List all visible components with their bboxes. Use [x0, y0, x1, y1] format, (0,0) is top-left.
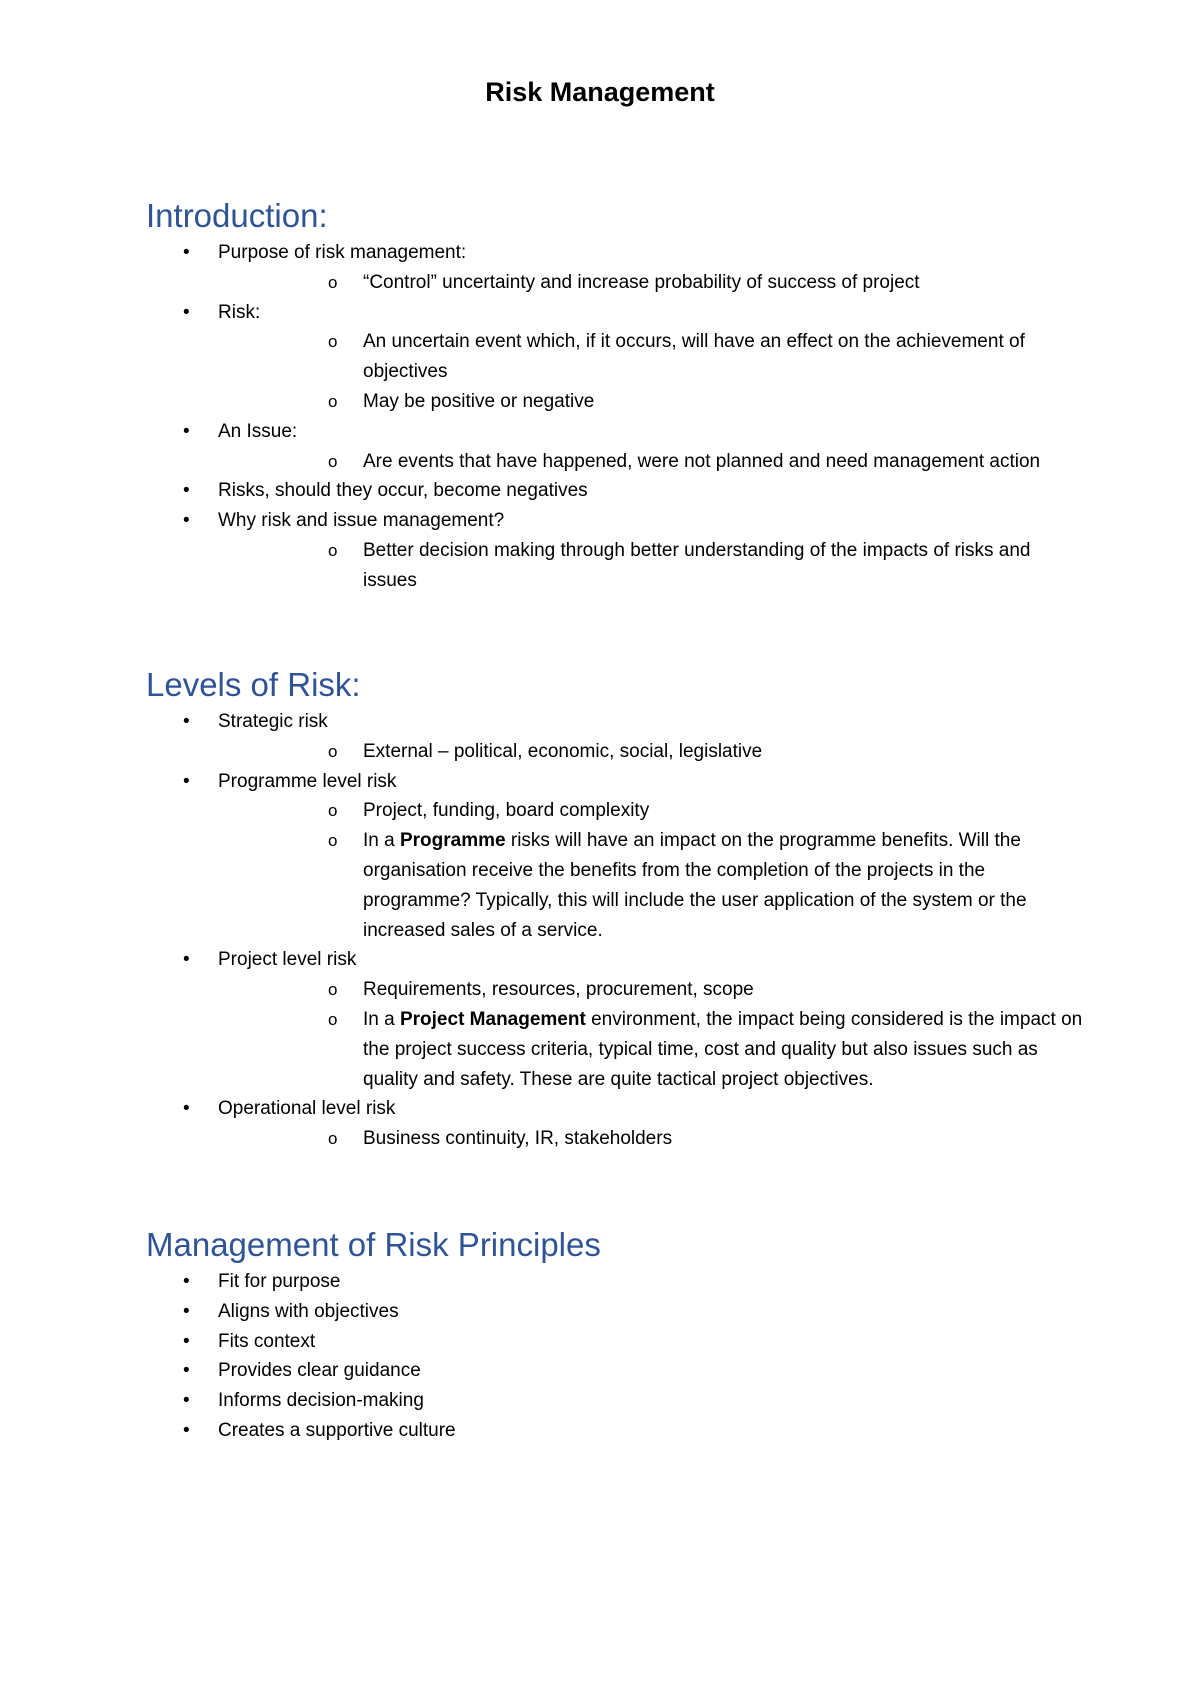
sub-list-item-text: Better decision making through better understanding of the impacts of risks and issues: [363, 539, 1031, 591]
list-item: [146, 417, 1046, 477]
document-title: Risk Management: [485, 77, 715, 107]
sub-list-item: [218, 268, 1063, 298]
section-heading: Management of Risk Principles: [146, 1226, 601, 1263]
sub-list-item-text: Requirements, resources, procurement, scope: [363, 979, 754, 1001]
bullet-icon: •: [183, 1300, 190, 1322]
sub-list-item: [218, 975, 1063, 1005]
section-heading: Levels of Risk:: [146, 666, 361, 703]
sub-list-item-text: [363, 1009, 1082, 1090]
circle-bullet-icon: o: [328, 272, 338, 292]
sub-list-item: [218, 737, 1063, 767]
list-item-text: An Issue:: [218, 420, 298, 442]
sub-list: [218, 737, 1046, 767]
circle-bullet-icon: o: [328, 741, 338, 761]
sub-list: [218, 975, 1083, 1094]
list-item: [146, 1416, 1046, 1446]
list-item-text: Provides clear guidance: [218, 1360, 421, 1382]
sub-list: [218, 1124, 1046, 1154]
bullet-icon: •: [183, 480, 190, 502]
circle-bullet-icon: o: [328, 451, 338, 471]
text-run: environment, the impact being considered is the impact on the project success criteria, typical time, cost and quality but also issues such as quality and safety. These are quite tactical project objectives.: [363, 1008, 1083, 1090]
bullet-list: [146, 1267, 1046, 1446]
bullet-icon: •: [183, 301, 190, 323]
list-item-text: Why risk and issue management?: [218, 510, 505, 532]
list-item: [146, 1094, 1046, 1154]
sub-list-item-text: Business continuity, IR, stakeholders: [363, 1128, 673, 1150]
bullet-icon: •: [183, 420, 190, 442]
list-item-text: Risks, should they occur, become negatives: [218, 480, 588, 502]
list-item: [146, 1356, 1046, 1386]
list-item-text: Strategic risk: [218, 711, 328, 732]
list-item: [146, 1297, 1046, 1327]
list-item: [146, 506, 1046, 595]
list-item: [146, 298, 1046, 417]
bold-term: Project Management: [399, 1008, 586, 1030]
section-levels-of-risk: [146, 665, 1083, 1154]
text-run: In a: [363, 1008, 400, 1030]
list-item-text: Creates a supportive culture: [218, 1419, 456, 1441]
sub-list: [218, 268, 1046, 298]
list-item: [146, 238, 1046, 298]
sub-list-item: [218, 387, 1063, 417]
circle-bullet-icon: o: [328, 801, 338, 821]
bullet-icon: •: [183, 1330, 190, 1352]
sub-list-item-text: External – political, economic, social, legislative: [363, 740, 763, 762]
bold-term: Programme: [399, 830, 506, 852]
circle-bullet-icon: o: [328, 540, 338, 560]
sub-list-item: [218, 447, 1123, 477]
bullet-list: [146, 238, 1046, 596]
sub-list-item-text: Are events that have happened, were not planned and need management action: [363, 450, 1041, 472]
circle-bullet-icon: o: [328, 831, 338, 851]
sub-list: [218, 447, 1046, 477]
bullet-icon: •: [183, 1390, 190, 1412]
circle-bullet-icon: o: [328, 332, 338, 352]
sub-list-item: [218, 536, 1063, 596]
sub-list-item-text: May be positive or negative: [363, 390, 595, 412]
bullet-list: [146, 707, 1083, 1154]
list-item-text: Project level risk: [218, 949, 357, 971]
list-item-text: Aligns with objectives: [218, 1300, 399, 1322]
sub-list-item: [218, 796, 1063, 826]
list-item-text: Risk:: [218, 301, 261, 323]
sub-list: [218, 536, 1046, 596]
sub-list-item-text: “Control” uncertainty and increase probability of success of project: [363, 271, 920, 293]
text-run: In a: [363, 830, 400, 852]
sub-list: [218, 796, 1046, 945]
sub-list-item: [218, 1124, 1063, 1154]
list-item: [146, 707, 1046, 767]
sub-list-item-text: [363, 830, 1027, 940]
list-item-text: Programme level risk: [218, 770, 397, 792]
list-item-text: Fits context: [218, 1330, 316, 1352]
sub-list-item: [218, 826, 1063, 945]
list-item-text: Informs decision-making: [218, 1390, 424, 1412]
list-item: [146, 476, 1046, 506]
bullet-icon: •: [183, 1098, 190, 1120]
sub-list-item: [218, 327, 1063, 387]
list-item: [146, 1327, 1046, 1357]
list-item: [146, 1267, 1046, 1297]
section-heading: Introduction:: [146, 197, 328, 234]
section-introduction: [146, 196, 1046, 596]
sub-list-item-text: An uncertain event which, if it occurs, will have an effect on the achievement of objectives: [363, 331, 1025, 383]
bullet-icon: •: [183, 770, 190, 792]
sub-list-item: [218, 1005, 1083, 1094]
list-item-text: Operational level risk: [218, 1098, 396, 1120]
section-principles: [146, 1225, 1046, 1446]
sub-list-item-text: Project, funding, board complexity: [363, 800, 650, 822]
bullet-icon: •: [183, 711, 190, 732]
circle-bullet-icon: o: [328, 980, 338, 1000]
text-run: risks will have an impact on the programme benefits. Will the organisation receive the benefits from the completion of the projects in the programme? Typically, this will include the user application of the system or the increased sales of a service.: [363, 830, 1027, 941]
sub-list: [218, 327, 1046, 416]
bullet-icon: •: [183, 510, 190, 532]
bullet-icon: •: [183, 1419, 190, 1441]
list-item: [146, 767, 1046, 946]
bullet-icon: •: [183, 1271, 190, 1292]
bullet-icon: •: [183, 242, 190, 263]
circle-bullet-icon: o: [328, 391, 338, 411]
bullet-icon: •: [183, 1360, 190, 1382]
list-item: [146, 1386, 1046, 1416]
list-item-text: Purpose of risk management:: [218, 242, 467, 263]
bullet-icon: •: [183, 949, 190, 971]
circle-bullet-icon: o: [328, 1129, 338, 1149]
circle-bullet-icon: o: [328, 1009, 338, 1029]
list-item-text: Fit for purpose: [218, 1271, 341, 1292]
list-item: [146, 945, 1083, 1094]
